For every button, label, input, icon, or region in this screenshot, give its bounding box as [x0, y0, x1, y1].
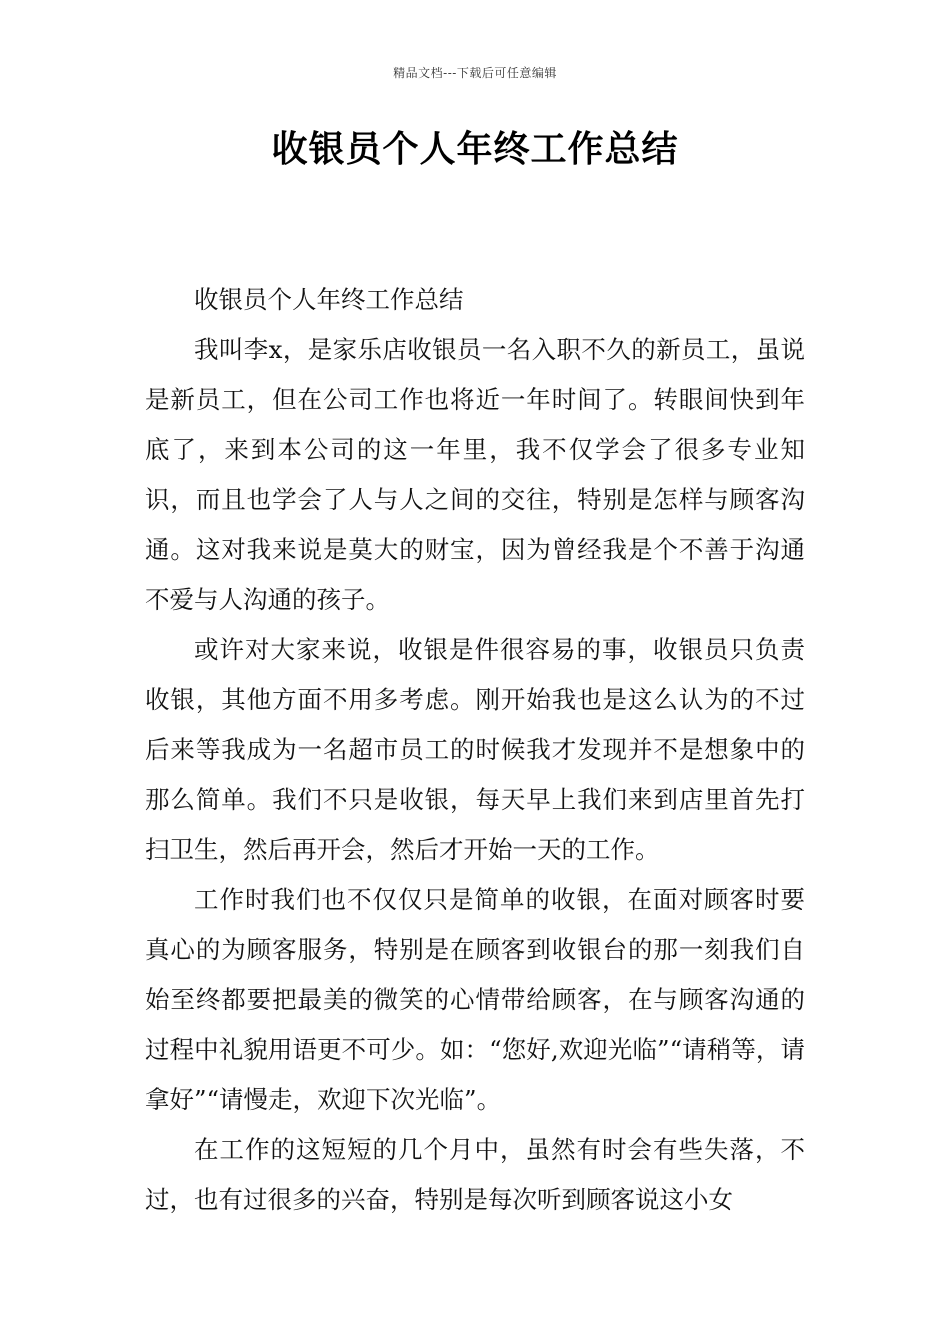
document-body — [145, 275, 805, 1225]
paragraph: 在工作的这短短的几个月中，虽然有时会有些失落，不过，也有过很多的兴奋，特别是每次听到顾客说这小女 — [145, 1135, 805, 1214]
document-title: 收银员个人年终工作总结 — [271, 129, 679, 170]
header-note: 精品文档---下载后可任意编辑 — [393, 66, 557, 80]
paragraph: 或许对大家来说，收银是件很容易的事，收银员只负责收银，其他方面不用多考虑。刚开始我也是这么认为的不过后来等我成为一名超市员工的时候我才发现并不是想象中的那么简单。我们不只是收银，每天早上我们来到店里首先打扫卫生，然后再开会，然后才开始一天的工作。 — [145, 635, 805, 864]
paragraph: 我叫李x，是家乐店收银员一名入职不久的新员工，虽说是新员工，但在公司工作也将近一年时间了。转眼间快到年底了，来到本公司的这一年里，我不仅学会了很多专业知识，而且也学会了人与人之间的交往，特别是怎样与顾客沟通。这对我来说是莫大的财宝，因为曾经我是个不善于沟通不爱与人沟通的孩子。 — [145, 335, 805, 614]
paragraph-subtitle: 收银员个人年终工作总结 — [194, 285, 464, 314]
paragraph: 工作时我们也不仅仅只是简单的收银，在面对顾客时要真心的为顾客服务，特别是在顾客到收银台的那一刻我们自始至终都要把最美的微笑的心情带给顾客，在与顾客沟通的过程中礼貌用语更不可少。如：“您好,欢迎光临”“请稍等，请拿好”“请慢走，欢迎下次光临”。 — [145, 885, 805, 1114]
